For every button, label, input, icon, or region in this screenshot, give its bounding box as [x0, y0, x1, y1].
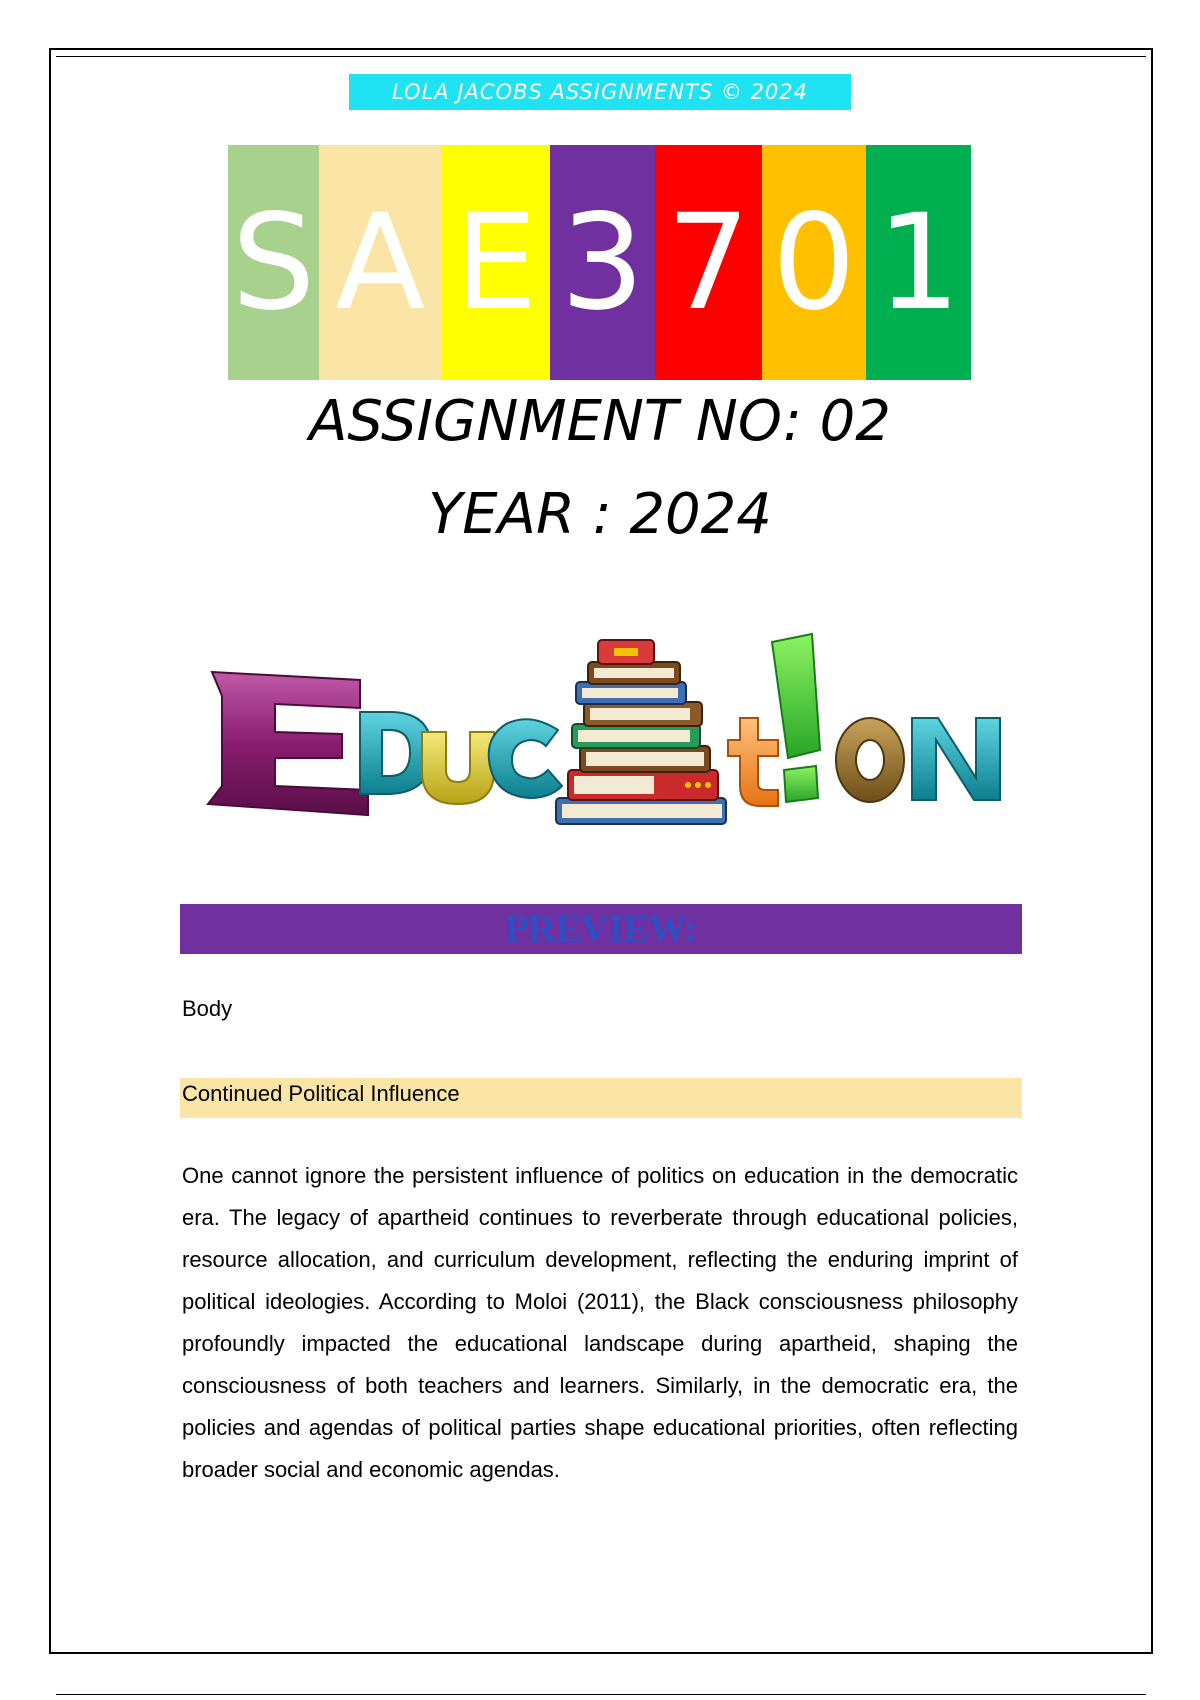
code-stripe: [762, 145, 867, 380]
code-stripe: [866, 145, 971, 380]
code-letter: E: [454, 185, 538, 340]
section-heading-bar: [180, 1078, 1022, 1118]
code-stripe: [550, 145, 655, 380]
code-letter: 3: [560, 185, 645, 340]
code-stripe: [228, 145, 319, 380]
course-code-block: [228, 145, 971, 380]
letter-u-icon: [422, 732, 494, 804]
body-paragraph: One cannot ignore the persistent influence of politics on education in the democratic era. The legacy of apartheid continues to reverberate through educational policies, resource allocation, and curriculum development, reflecting the enduring imprint of political ideologies. According to Moloi (2011), the Black consciousness philosophy profoundly impacted the educational landscape during apartheid, shaping the consciousness of both teachers and learners. Similarly, in the democratic era, the policies and agendas of political parties shape educational priorities, often reflecting broader social and economic agendas.: [182, 1163, 1018, 1482]
letter-t-icon: [728, 718, 778, 806]
letter-n-icon: [912, 718, 1000, 800]
letter-e-icon: [208, 672, 368, 815]
letter-o-icon: [836, 718, 904, 802]
code-letter: 0: [771, 185, 856, 340]
code-stripe: [319, 145, 442, 380]
author-banner: LOLA JACOBS ASSIGNMENTS © 2024: [349, 74, 851, 110]
letter-c-icon: [489, 719, 562, 798]
code-stripe: [441, 145, 550, 380]
letter-exclamation-icon: [772, 634, 820, 802]
book-stack-icon: [556, 640, 726, 824]
frame-top-rule: [56, 56, 1146, 57]
assignment-year: YEAR : 2024: [428, 482, 772, 547]
code-letter: 1: [876, 185, 961, 340]
code-letter: S: [231, 185, 316, 340]
code-stripe: [655, 145, 762, 380]
assignment-number: ASSIGNMENT NO: 02: [309, 389, 891, 454]
page-bottom-rule: [56, 1694, 1146, 1695]
section-heading: Continued Political Influence: [182, 1081, 460, 1106]
preview-heading: PREVIEW:: [180, 904, 1022, 954]
body-label: Body: [182, 996, 233, 1021]
education-word-art-with-book-stack-icon: [200, 600, 1070, 845]
code-letter: 7: [666, 185, 751, 340]
code-letter: A: [335, 185, 426, 340]
